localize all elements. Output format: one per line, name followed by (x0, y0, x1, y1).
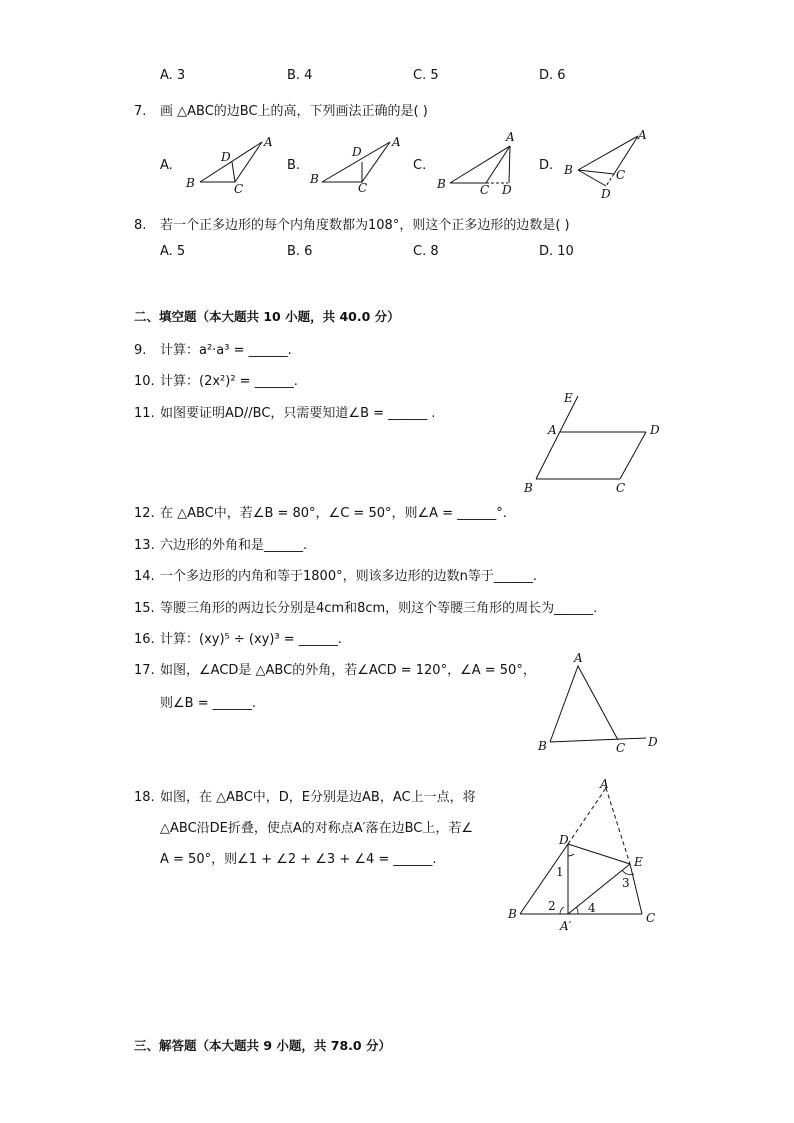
label-d: D (221, 150, 231, 164)
label-c: C (358, 181, 368, 195)
angle-4-label: 4 (588, 901, 596, 915)
question-number: 10. (134, 374, 155, 389)
question-16 (134, 628, 342, 647)
question-text: 计算：(xy)⁵ ÷ (xy)³ = ______. (160, 632, 342, 647)
angle-2-label: 2 (548, 899, 556, 913)
question-number: 7. (134, 104, 147, 119)
question-number: 15. (134, 601, 155, 616)
line-a-prime-e (568, 864, 630, 914)
line-cd (620, 432, 646, 479)
triangle (450, 146, 510, 183)
label-a: A (264, 135, 273, 149)
label-b: B (564, 163, 573, 177)
line-bd (550, 738, 646, 742)
question-text: 若一个正多边形的每个内角度数都为108°，则这个正多边形的边数是( ) (160, 218, 570, 233)
section-3-title: 三、解答题（本大题共 9 小题，共 78.0 分） (134, 1038, 391, 1053)
label-d: D (601, 187, 611, 200)
label-a: A (548, 423, 557, 437)
q7-option-d: D. (539, 158, 554, 173)
label-a-prime: A′ (560, 919, 572, 933)
question-7 (134, 100, 428, 119)
label-c: C (646, 911, 656, 925)
q18-figure (502, 776, 672, 934)
label-d: D (352, 145, 362, 159)
label-a: A (574, 651, 583, 665)
label-c: C (480, 183, 490, 197)
label-c: C (616, 168, 626, 182)
altitude-line (509, 146, 510, 183)
label-b: B (186, 176, 195, 190)
label-d: D (648, 735, 658, 749)
label-b: B (538, 739, 547, 753)
extension-line (606, 174, 614, 186)
question-9 (134, 339, 292, 358)
question-10 (134, 370, 298, 389)
line-bd (520, 844, 568, 914)
label-a: A (638, 128, 647, 142)
angle-4-arc (576, 907, 578, 914)
q7-figure-a (180, 132, 280, 198)
question-number: 11. (134, 406, 155, 421)
q7-figure-c (432, 128, 532, 200)
question-text: 如图，∠ACD是 △ABC的外角，若∠ACD = 120°，∠A = 50°， (160, 663, 536, 678)
line-ae-dashed (606, 788, 630, 864)
question-15 (134, 597, 597, 616)
q8-option-d: D. 10 (539, 244, 574, 259)
question-text: 如图，在 △ABC中，D，E分别是边AB，AC上一点，将 (160, 790, 476, 805)
angle-1-label: 1 (556, 865, 564, 879)
angle-1-arc (568, 854, 574, 856)
line-de (568, 844, 630, 864)
question-17-line-2: 则∠B = ______. (160, 696, 256, 711)
label-c: C (234, 182, 244, 196)
triangle (200, 142, 262, 182)
q6-option-c: C. 5 (413, 68, 439, 83)
line-ec (630, 864, 642, 914)
section-2-title: 二、填空题（本大题共 10 小题，共 40.0 分） (134, 309, 400, 324)
question-14 (134, 565, 537, 584)
question-text: 六边形的外角和是______. (160, 538, 308, 553)
question-text: 如图要证明AD//BC，只需要知道∠B = ______ . (160, 406, 436, 421)
q7-figure-b (306, 132, 406, 198)
q7-option-c: C. (413, 158, 427, 173)
label-c: C (616, 741, 626, 755)
q7-option-b: B. (287, 158, 301, 173)
question-text: 计算：a²·a³ = ______. (160, 343, 292, 358)
question-11 (134, 402, 435, 421)
question-number: 13. (134, 538, 155, 553)
triangle (578, 136, 638, 174)
q8-option-b: B. 6 (287, 244, 313, 259)
label-b: B (508, 907, 517, 921)
question-18-line-2: △ABC沿DE折叠，使点A的对称点A′落在边BC上，若∠ (160, 821, 474, 836)
q7-figure-d (556, 126, 656, 200)
label-c: C (616, 481, 626, 495)
q6-option-b: B. 4 (287, 68, 313, 83)
label-b: B (524, 481, 533, 495)
q8-option-c: C. 8 (413, 244, 439, 259)
label-a: A (600, 777, 609, 791)
label-a: A (392, 135, 401, 149)
question-8 (134, 214, 570, 233)
label-b: B (310, 172, 319, 186)
question-number: 17. (134, 663, 155, 678)
label-b: B (437, 177, 446, 191)
q6-option-d: D. 6 (539, 68, 566, 83)
label-a: A (506, 130, 515, 144)
question-text: 在 △ABC中，若∠B = 80°，∠C = 50°，则∠A = ______°. (160, 506, 507, 521)
question-number: 8. (134, 218, 147, 233)
question-13 (134, 534, 307, 553)
question-number: 14. (134, 569, 155, 584)
question-18 (134, 786, 476, 805)
q17-figure (530, 648, 670, 758)
question-18-line-3: A = 50°，则∠1 + ∠2 + ∠3 + ∠4 = ______. (160, 852, 437, 867)
line-be (536, 396, 578, 479)
q8-option-a: A. 5 (160, 244, 186, 259)
question-17 (134, 659, 536, 678)
angle-2-arc (560, 907, 564, 914)
question-12 (134, 502, 507, 521)
question-text: 画 △ABC的边BC上的高，下列画法正确的是( ) (160, 104, 428, 119)
label-e: E (634, 855, 643, 869)
q7-option-a: A. (160, 158, 173, 173)
label-e: E (564, 391, 573, 405)
question-text: 等腰三角形的两边长分别是4cm和8cm，则这个等腰三角形的周长为______. (160, 601, 598, 616)
triangle-sides (550, 666, 618, 742)
question-number: 9. (134, 343, 147, 358)
q6-option-a: A. 3 (160, 68, 186, 83)
q11-figure (518, 388, 668, 496)
line-da-dashed (568, 788, 606, 844)
angle-3-label: 3 (622, 876, 630, 890)
label-d: D (559, 833, 569, 847)
question-number: 16. (134, 632, 155, 647)
question-number: 12. (134, 506, 155, 521)
label-d: D (502, 183, 512, 197)
question-text: 计算：(2x²)² = ______. (160, 374, 298, 389)
label-d: D (650, 423, 660, 437)
question-number: 18. (134, 790, 155, 805)
question-text: 一个多边形的内角和等于1800°，则该多边形的边数n等于______. (160, 569, 537, 584)
altitude-line (232, 162, 235, 182)
